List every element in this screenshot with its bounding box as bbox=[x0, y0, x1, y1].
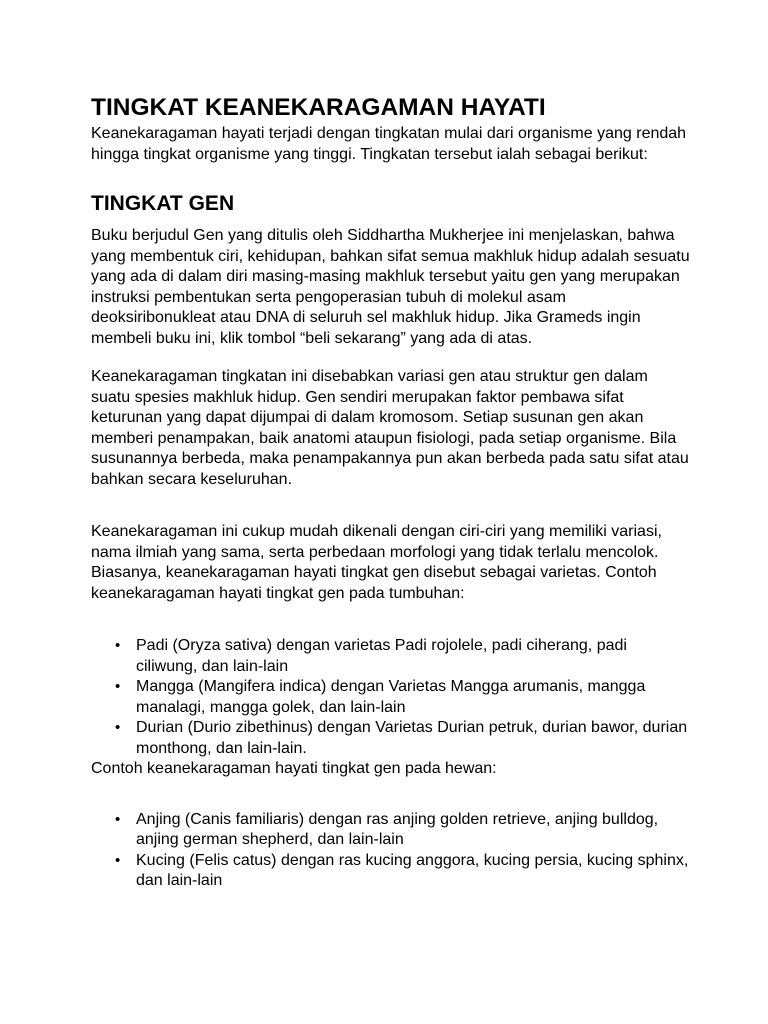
paragraph-gene-variation: Keanekaragaman tingkatan ini disebabkan variasi gen atau struktur gen dalam suatu spesies makhluk hidup. Gen sendiri merupakan faktor pembawa sifat keturunan yang dapat dijumpai di dalam kromosom. Setiap susunan gen akan memberi penampakan, baik anatomi ataupun fisiologi, pada setiap organisme. Bila susunannya berbeda, maka penampakannya pun akan berbeda pada satu sifat atau bahkan secara keseluruhan. bbox=[91, 368, 689, 488]
plant-examples-list bbox=[91, 636, 691, 759]
list-item-text: Anjing (Canis familiaris) dengan ras anjing golden retrieve, anjing bulldog, anjing german shepherd, dan lain-lain bbox=[136, 810, 659, 848]
paragraph-gene-book: Buku berjudul Gen yang ditulis oleh Siddhartha Mukherjee ini menjelaskan, bahwa yang membentuk ciri, kehidupan, bahkan sifat semua makhluk hidup adalah sesuatu yang ada di dalam diri masing-masing makhluk tersebut yaitu gen yang merupakan instruksi pembentukan serta pengoperasian tubuh di molekul asam deoksiribonukleat atau DNA di seluruh sel makhluk hidup. Jika Grameds ingin membeli buku ini, klik tombol “beli sekarang” yang ada di atas. bbox=[91, 227, 690, 347]
animal-examples-list bbox=[91, 810, 691, 892]
intro-paragraph: Keanekaragaman hayati terjadi dengan tingkatan mulai dari organisme yang rendah hingga tingkat organisme yang tinggi. Tingkatan tersebut ialah sebagai berikut: bbox=[91, 125, 687, 163]
bullet-icon: • bbox=[115, 851, 121, 869]
bullet-icon: • bbox=[115, 678, 121, 695]
list-item-text: Kucing (Felis catus) dengan ras kucing anggora, kucing persia, kucing sphinx, dan lain-lain bbox=[136, 851, 689, 889]
list-item bbox=[115, 636, 691, 677]
list-item-text: Durian (Durio zibethinus) dengan Varietas Durian petruk, durian bawor, durian monthong, dan lain-lain. bbox=[136, 719, 688, 757]
section-title: TINGKAT GEN bbox=[91, 192, 235, 215]
list-item-text: Padi (Oryza sativa) dengan varietas Padi rojolele, padi ciherang, padi ciliwung, dan lain-lain bbox=[136, 637, 627, 675]
bullet-icon: • bbox=[115, 637, 121, 654]
document-title: TINGKAT KEANEKARAGAMAN HAYATI bbox=[91, 94, 546, 121]
list-item bbox=[115, 677, 691, 718]
bullet-icon: • bbox=[115, 719, 121, 736]
list-item bbox=[115, 851, 691, 892]
paragraph-gene-recognition: Keanekaragaman ini cukup mudah dikenali dengan ciri-ciri yang memiliki variasi, nama ilmiah yang sama, serta perbedaan morfologi yang tidak terlalu mencolok. Biasanya, keanekaragaman hayati tingkat gen disebut sebagai varietas. Contoh keanekaragaman hayati tingkat gen pada tumbuhan: bbox=[91, 523, 662, 602]
list-item bbox=[115, 718, 691, 759]
document-page bbox=[91, 93, 691, 892]
animal-intro-paragraph: Contoh keanekaragaman hayati tingkat gen pada hewan: bbox=[91, 760, 497, 777]
list-item-text: Mangga (Mangifera indica) dengan Varietas Mangga arumanis, mangga manalagi, mangga golek, dan lain-lain bbox=[136, 678, 646, 716]
bullet-icon: • bbox=[115, 810, 121, 828]
list-item bbox=[115, 810, 691, 851]
